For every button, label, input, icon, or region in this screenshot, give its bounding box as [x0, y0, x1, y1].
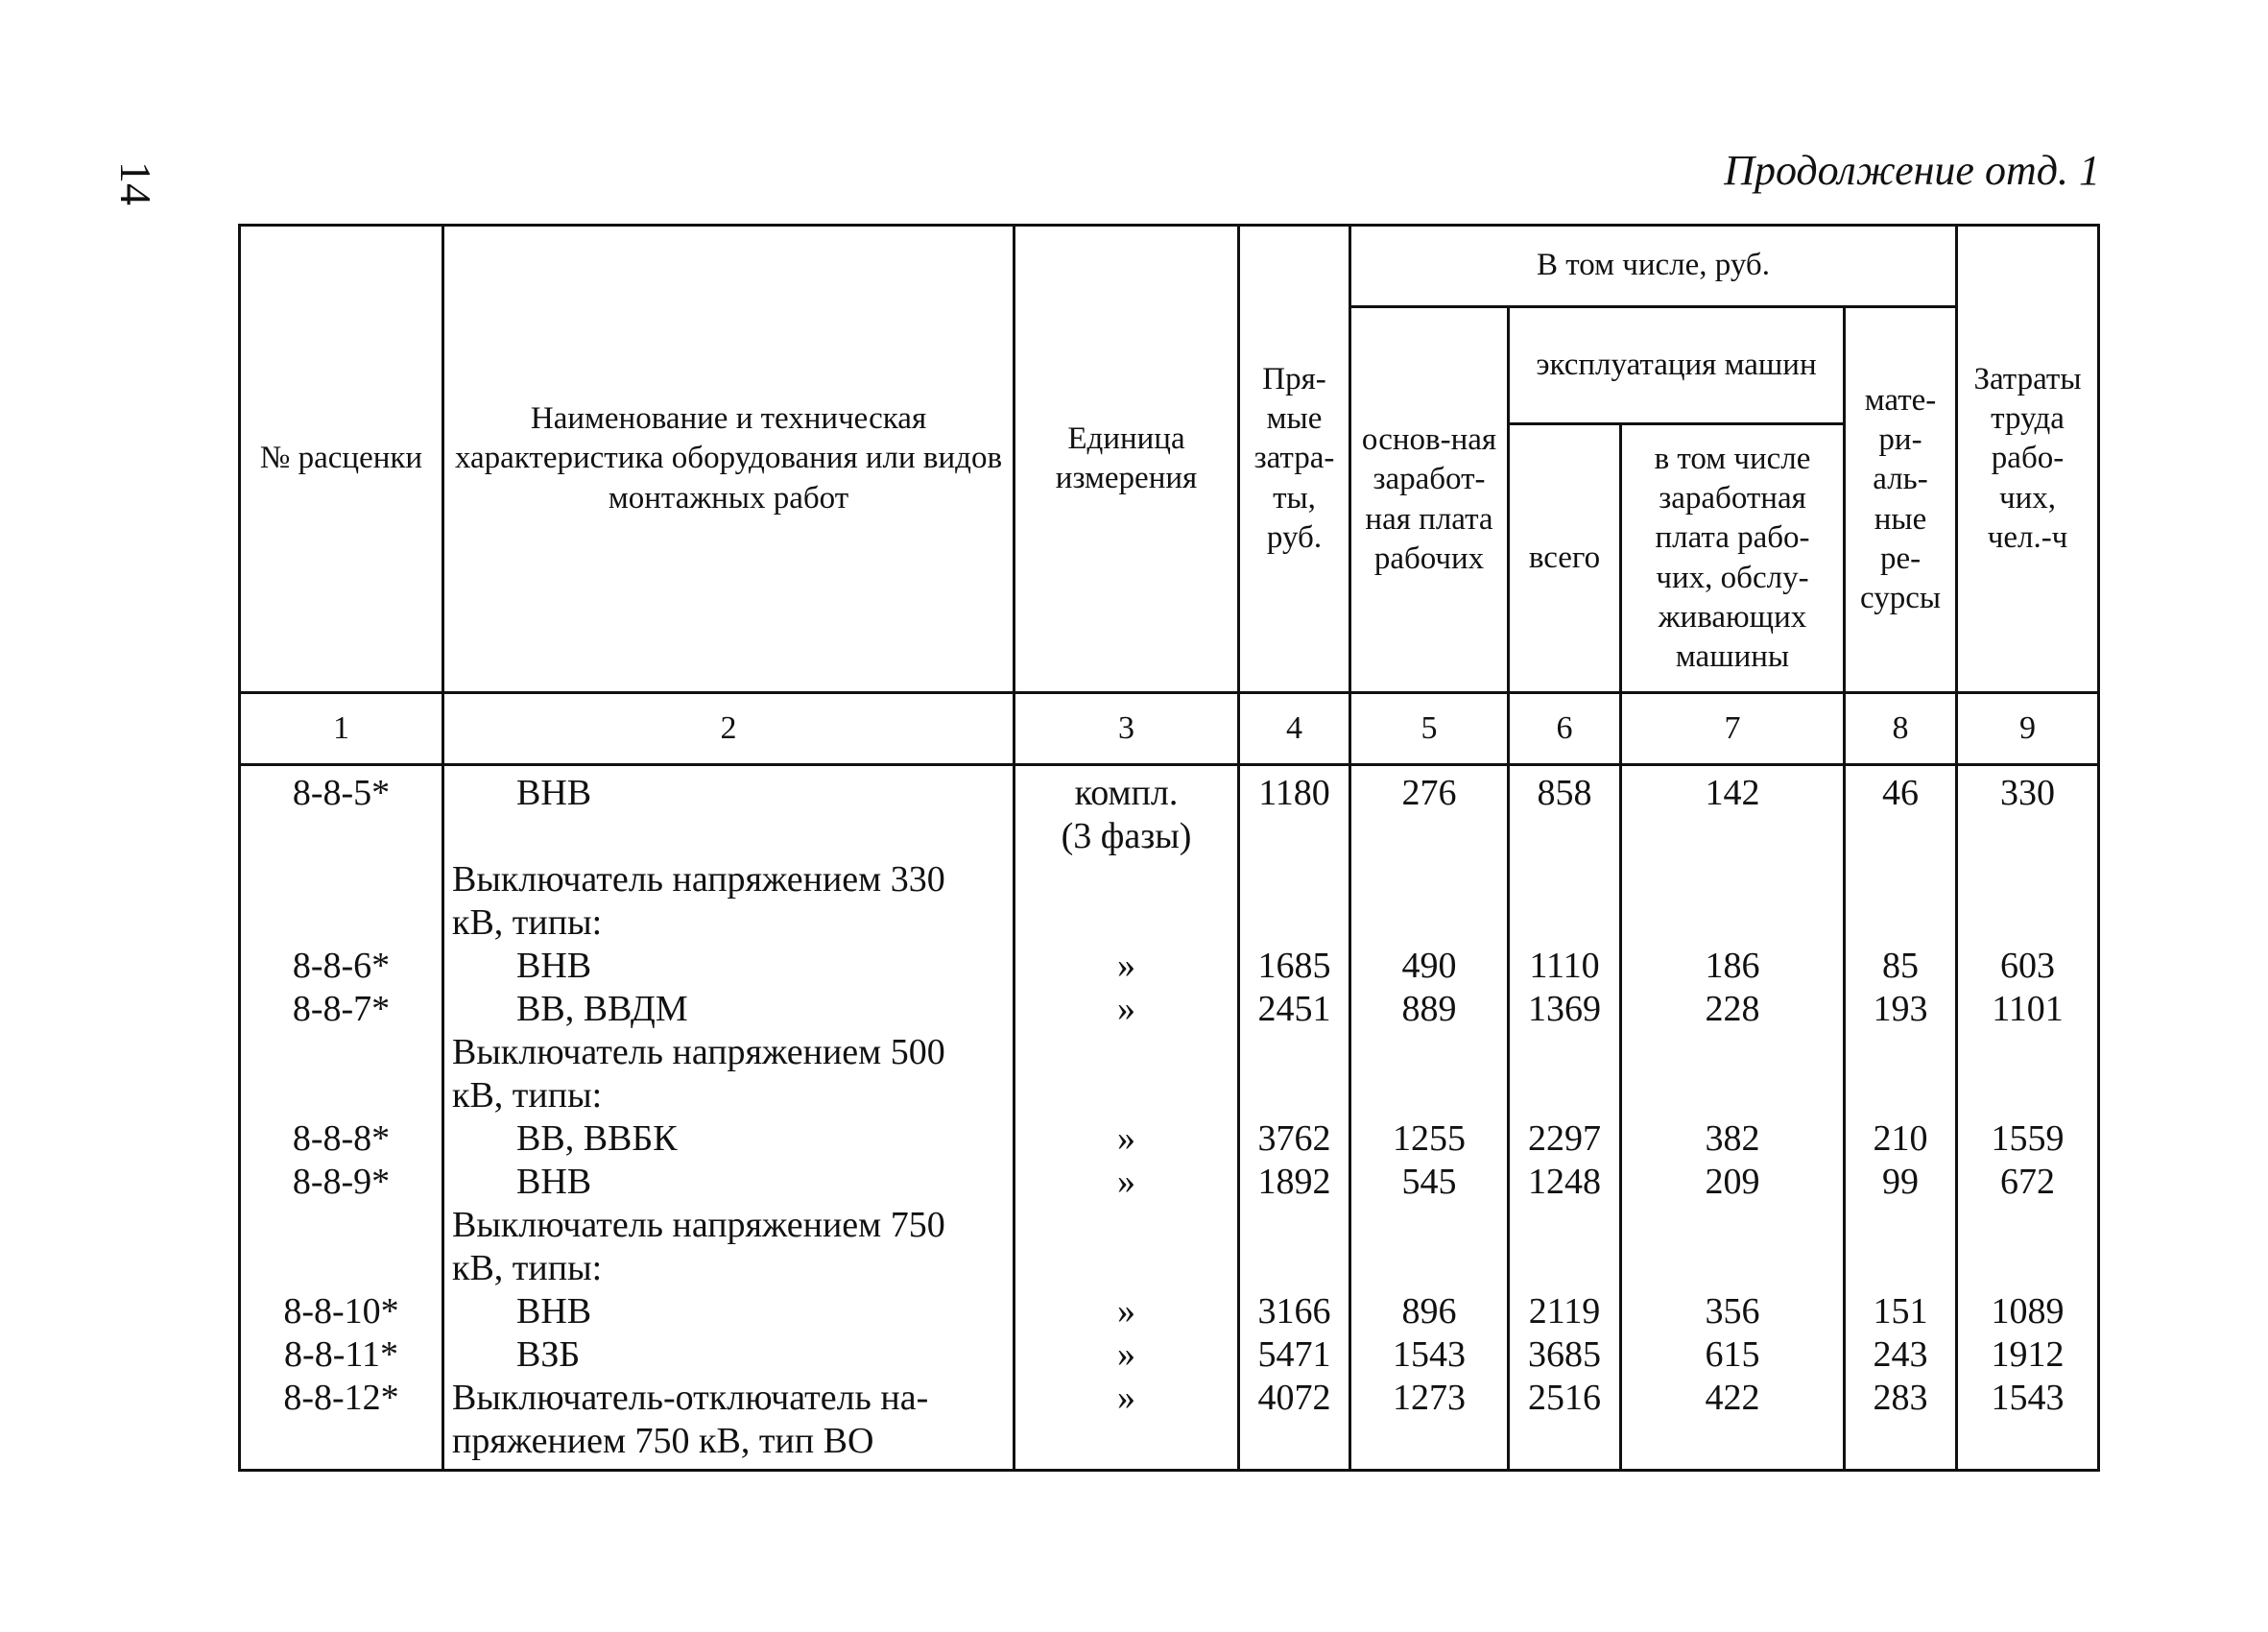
- code-cell: 8-8-6*: [240, 945, 443, 988]
- name-cell: Выключатель напряжением 750: [443, 1204, 1015, 1247]
- materials-cell: [1845, 1204, 1957, 1247]
- unit-cell: [1015, 901, 1239, 945]
- base-wages-cell: [1350, 1074, 1509, 1117]
- machines-wages-cell: [1621, 901, 1845, 945]
- direct-costs-cell: 2451: [1239, 988, 1350, 1031]
- labor-cell: 1543: [1957, 1377, 2099, 1420]
- code-cell: 8-8-10*: [240, 1290, 443, 1333]
- machines-wages-cell: 356: [1621, 1290, 1845, 1333]
- materials-cell: [1845, 815, 1957, 858]
- name-cell: ВВ, ВВДМ: [443, 988, 1015, 1031]
- labor-cell: 1101: [1957, 988, 2099, 1031]
- table-row: [240, 901, 2099, 945]
- materials-cell: 243: [1845, 1333, 1957, 1377]
- header-machine-operation: эксплуатация машин: [1509, 307, 1845, 424]
- unit-cell: [1015, 1074, 1239, 1117]
- machines-wages-cell: [1621, 1074, 1845, 1117]
- machines-wages-cell: [1621, 1204, 1845, 1247]
- labor-cell: [1957, 1074, 2099, 1117]
- machines-wages-cell: 382: [1621, 1117, 1845, 1161]
- labor-cell: [1957, 1420, 2099, 1471]
- machines-wages-cell: [1621, 1031, 1845, 1074]
- machines-total-cell: [1509, 815, 1621, 858]
- base-wages-cell: [1350, 1204, 1509, 1247]
- name-cell: ВНВ: [443, 1161, 1015, 1204]
- name-cell: кВ, типы:: [443, 901, 1015, 945]
- name-cell: кВ, типы:: [443, 1074, 1015, 1117]
- header-base-wages: основ-ная заработ-ная плата рабочих: [1350, 307, 1509, 693]
- code-cell: [240, 1031, 443, 1074]
- column-number: 3: [1015, 693, 1239, 765]
- base-wages-cell: [1350, 901, 1509, 945]
- price-table: [238, 224, 2100, 1472]
- machines-wages-cell: [1621, 1420, 1845, 1471]
- column-number: 7: [1621, 693, 1845, 765]
- code-cell: [240, 815, 443, 858]
- machines-total-cell: 2297: [1509, 1117, 1621, 1161]
- base-wages-cell: [1350, 858, 1509, 901]
- code-cell: 8-8-5*: [240, 765, 443, 816]
- column-number: 8: [1845, 693, 1957, 765]
- table-header: [240, 226, 2099, 765]
- direct-costs-cell: 1892: [1239, 1161, 1350, 1204]
- machines-wages-cell: [1621, 1247, 1845, 1290]
- materials-cell: 210: [1845, 1117, 1957, 1161]
- name-cell: ВНВ: [443, 765, 1015, 816]
- code-cell: 8-8-8*: [240, 1117, 443, 1161]
- direct-costs-cell: [1239, 1247, 1350, 1290]
- column-number: 5: [1350, 693, 1509, 765]
- table-row: [240, 815, 2099, 858]
- machines-total-cell: [1509, 1247, 1621, 1290]
- unit-cell: »: [1015, 1377, 1239, 1420]
- base-wages-cell: [1350, 1420, 1509, 1471]
- direct-costs-cell: [1239, 1204, 1350, 1247]
- direct-costs-cell: [1239, 1031, 1350, 1074]
- labor-cell: 1912: [1957, 1333, 2099, 1377]
- machines-total-cell: 858: [1509, 765, 1621, 816]
- materials-cell: [1845, 1247, 1957, 1290]
- base-wages-cell: [1350, 815, 1509, 858]
- machines-total-cell: 2119: [1509, 1290, 1621, 1333]
- base-wages-cell: 1255: [1350, 1117, 1509, 1161]
- base-wages-cell: 545: [1350, 1161, 1509, 1204]
- labor-cell: 1559: [1957, 1117, 2099, 1161]
- header-including-group: В том числе, руб.: [1350, 226, 1957, 307]
- name-cell: Выключатель напряжением 330: [443, 858, 1015, 901]
- machines-total-cell: [1509, 1031, 1621, 1074]
- labor-cell: [1957, 1031, 2099, 1074]
- machines-total-cell: 3685: [1509, 1333, 1621, 1377]
- materials-cell: 193: [1845, 988, 1957, 1031]
- direct-costs-cell: [1239, 858, 1350, 901]
- direct-costs-cell: [1239, 815, 1350, 858]
- base-wages-cell: [1350, 1247, 1509, 1290]
- materials-cell: [1845, 901, 1957, 945]
- unit-cell: [1015, 1420, 1239, 1471]
- header-code: № расценки: [240, 226, 443, 693]
- column-number: 4: [1239, 693, 1350, 765]
- table-row: [240, 1420, 2099, 1471]
- materials-cell: 85: [1845, 945, 1957, 988]
- page-number: 14: [111, 161, 160, 205]
- unit-cell: »: [1015, 945, 1239, 988]
- code-cell: [240, 901, 443, 945]
- table-row: [240, 945, 2099, 988]
- unit-cell: »: [1015, 1117, 1239, 1161]
- code-cell: 8-8-12*: [240, 1377, 443, 1420]
- materials-cell: 99: [1845, 1161, 1957, 1204]
- column-number: 2: [443, 693, 1015, 765]
- labor-cell: [1957, 815, 2099, 858]
- machines-wages-cell: [1621, 858, 1845, 901]
- direct-costs-cell: [1239, 901, 1350, 945]
- machines-wages-cell: 209: [1621, 1161, 1845, 1204]
- table-row: [240, 1290, 2099, 1333]
- code-cell: [240, 1247, 443, 1290]
- code-cell: 8-8-7*: [240, 988, 443, 1031]
- base-wages-cell: 1543: [1350, 1333, 1509, 1377]
- labor-cell: 330: [1957, 765, 2099, 816]
- labor-cell: 672: [1957, 1161, 2099, 1204]
- base-wages-cell: 490: [1350, 945, 1509, 988]
- machines-wages-cell: 228: [1621, 988, 1845, 1031]
- code-cell: [240, 858, 443, 901]
- header-machines-total: всего: [1509, 424, 1621, 693]
- table-row: [240, 1031, 2099, 1074]
- header-unit: Единица измерения: [1015, 226, 1239, 693]
- base-wages-cell: [1350, 1031, 1509, 1074]
- unit-cell: »: [1015, 1333, 1239, 1377]
- direct-costs-cell: 1180: [1239, 765, 1350, 816]
- unit-cell: »: [1015, 1290, 1239, 1333]
- materials-cell: [1845, 1420, 1957, 1471]
- table-row: [240, 1074, 2099, 1117]
- labor-cell: 1089: [1957, 1290, 2099, 1333]
- machines-total-cell: [1509, 1074, 1621, 1117]
- code-cell: [240, 1074, 443, 1117]
- table-row: [240, 1333, 2099, 1377]
- unit-cell: [1015, 1204, 1239, 1247]
- machines-total-cell: 1369: [1509, 988, 1621, 1031]
- machines-wages-cell: 186: [1621, 945, 1845, 988]
- base-wages-cell: 889: [1350, 988, 1509, 1031]
- code-cell: [240, 1420, 443, 1471]
- machines-total-cell: [1509, 901, 1621, 945]
- header-machines-wages: в том числе заработная плата рабо-чих, обслу-живающих машины: [1621, 424, 1845, 693]
- base-wages-cell: 1273: [1350, 1377, 1509, 1420]
- direct-costs-cell: 1685: [1239, 945, 1350, 988]
- machines-total-cell: [1509, 1420, 1621, 1471]
- labor-cell: 603: [1957, 945, 2099, 988]
- direct-costs-cell: 3166: [1239, 1290, 1350, 1333]
- unit-cell: [1015, 858, 1239, 901]
- unit-cell: (3 фазы): [1015, 815, 1239, 858]
- name-cell: ВВ, ВВБК: [443, 1117, 1015, 1161]
- machines-wages-cell: [1621, 815, 1845, 858]
- header-labor-costs: Затраты труда рабо-чих, чел.-ч: [1957, 226, 2099, 693]
- direct-costs-cell: 3762: [1239, 1117, 1350, 1161]
- unit-cell: компл.: [1015, 765, 1239, 816]
- unit-cell: [1015, 1247, 1239, 1290]
- base-wages-cell: 276: [1350, 765, 1509, 816]
- unit-cell: [1015, 1031, 1239, 1074]
- continuation-label: Продолжение отд. 1: [1724, 147, 2100, 194]
- table-row: [240, 988, 2099, 1031]
- column-number-row: [240, 693, 2099, 765]
- table-row: [240, 1247, 2099, 1290]
- machines-wages-cell: 422: [1621, 1377, 1845, 1420]
- materials-cell: [1845, 1031, 1957, 1074]
- base-wages-cell: 896: [1350, 1290, 1509, 1333]
- name-cell: ВЗБ: [443, 1333, 1015, 1377]
- labor-cell: [1957, 1247, 2099, 1290]
- machines-total-cell: 2516: [1509, 1377, 1621, 1420]
- labor-cell: [1957, 901, 2099, 945]
- machines-wages-cell: 615: [1621, 1333, 1845, 1377]
- header-materials: мате-ри-аль-ные ре-сурсы: [1845, 307, 1957, 693]
- machines-total-cell: [1509, 1204, 1621, 1247]
- name-cell: Выключатель напряжением 500: [443, 1031, 1015, 1074]
- name-cell: пряжением 750 кВ, тип ВО: [443, 1420, 1015, 1471]
- column-number: 9: [1957, 693, 2099, 765]
- materials-cell: 46: [1845, 765, 1957, 816]
- direct-costs-cell: [1239, 1074, 1350, 1117]
- name-cell: ВНВ: [443, 1290, 1015, 1333]
- header-name: Наименование и техническая характеристика оборудования или видов монтажных работ: [443, 226, 1015, 693]
- table-row: [240, 1117, 2099, 1161]
- code-cell: 8-8-9*: [240, 1161, 443, 1204]
- table-row: [240, 1377, 2099, 1420]
- table-row: [240, 858, 2099, 901]
- header-direct-costs: Пря-мые затра-ты, руб.: [1239, 226, 1350, 693]
- column-number: 6: [1509, 693, 1621, 765]
- machines-total-cell: 1248: [1509, 1161, 1621, 1204]
- column-number: 1: [240, 693, 443, 765]
- direct-costs-cell: 4072: [1239, 1377, 1350, 1420]
- direct-costs-cell: [1239, 1420, 1350, 1471]
- table-row: [240, 765, 2099, 816]
- name-cell: [443, 815, 1015, 858]
- materials-cell: [1845, 858, 1957, 901]
- table-body: [240, 765, 2099, 1471]
- unit-cell: »: [1015, 988, 1239, 1031]
- labor-cell: [1957, 1204, 2099, 1247]
- name-cell: ВНВ: [443, 945, 1015, 988]
- unit-cell: »: [1015, 1161, 1239, 1204]
- machines-wages-cell: 142: [1621, 765, 1845, 816]
- materials-cell: 151: [1845, 1290, 1957, 1333]
- table-row: [240, 1204, 2099, 1247]
- direct-costs-cell: 5471: [1239, 1333, 1350, 1377]
- code-cell: [240, 1204, 443, 1247]
- labor-cell: [1957, 858, 2099, 901]
- materials-cell: 283: [1845, 1377, 1957, 1420]
- table-row: [240, 1161, 2099, 1204]
- name-cell: кВ, типы:: [443, 1247, 1015, 1290]
- machines-total-cell: [1509, 858, 1621, 901]
- materials-cell: [1845, 1074, 1957, 1117]
- code-cell: 8-8-11*: [240, 1333, 443, 1377]
- machines-total-cell: 1110: [1509, 945, 1621, 988]
- name-cell: Выключатель-отключатель на-: [443, 1377, 1015, 1420]
